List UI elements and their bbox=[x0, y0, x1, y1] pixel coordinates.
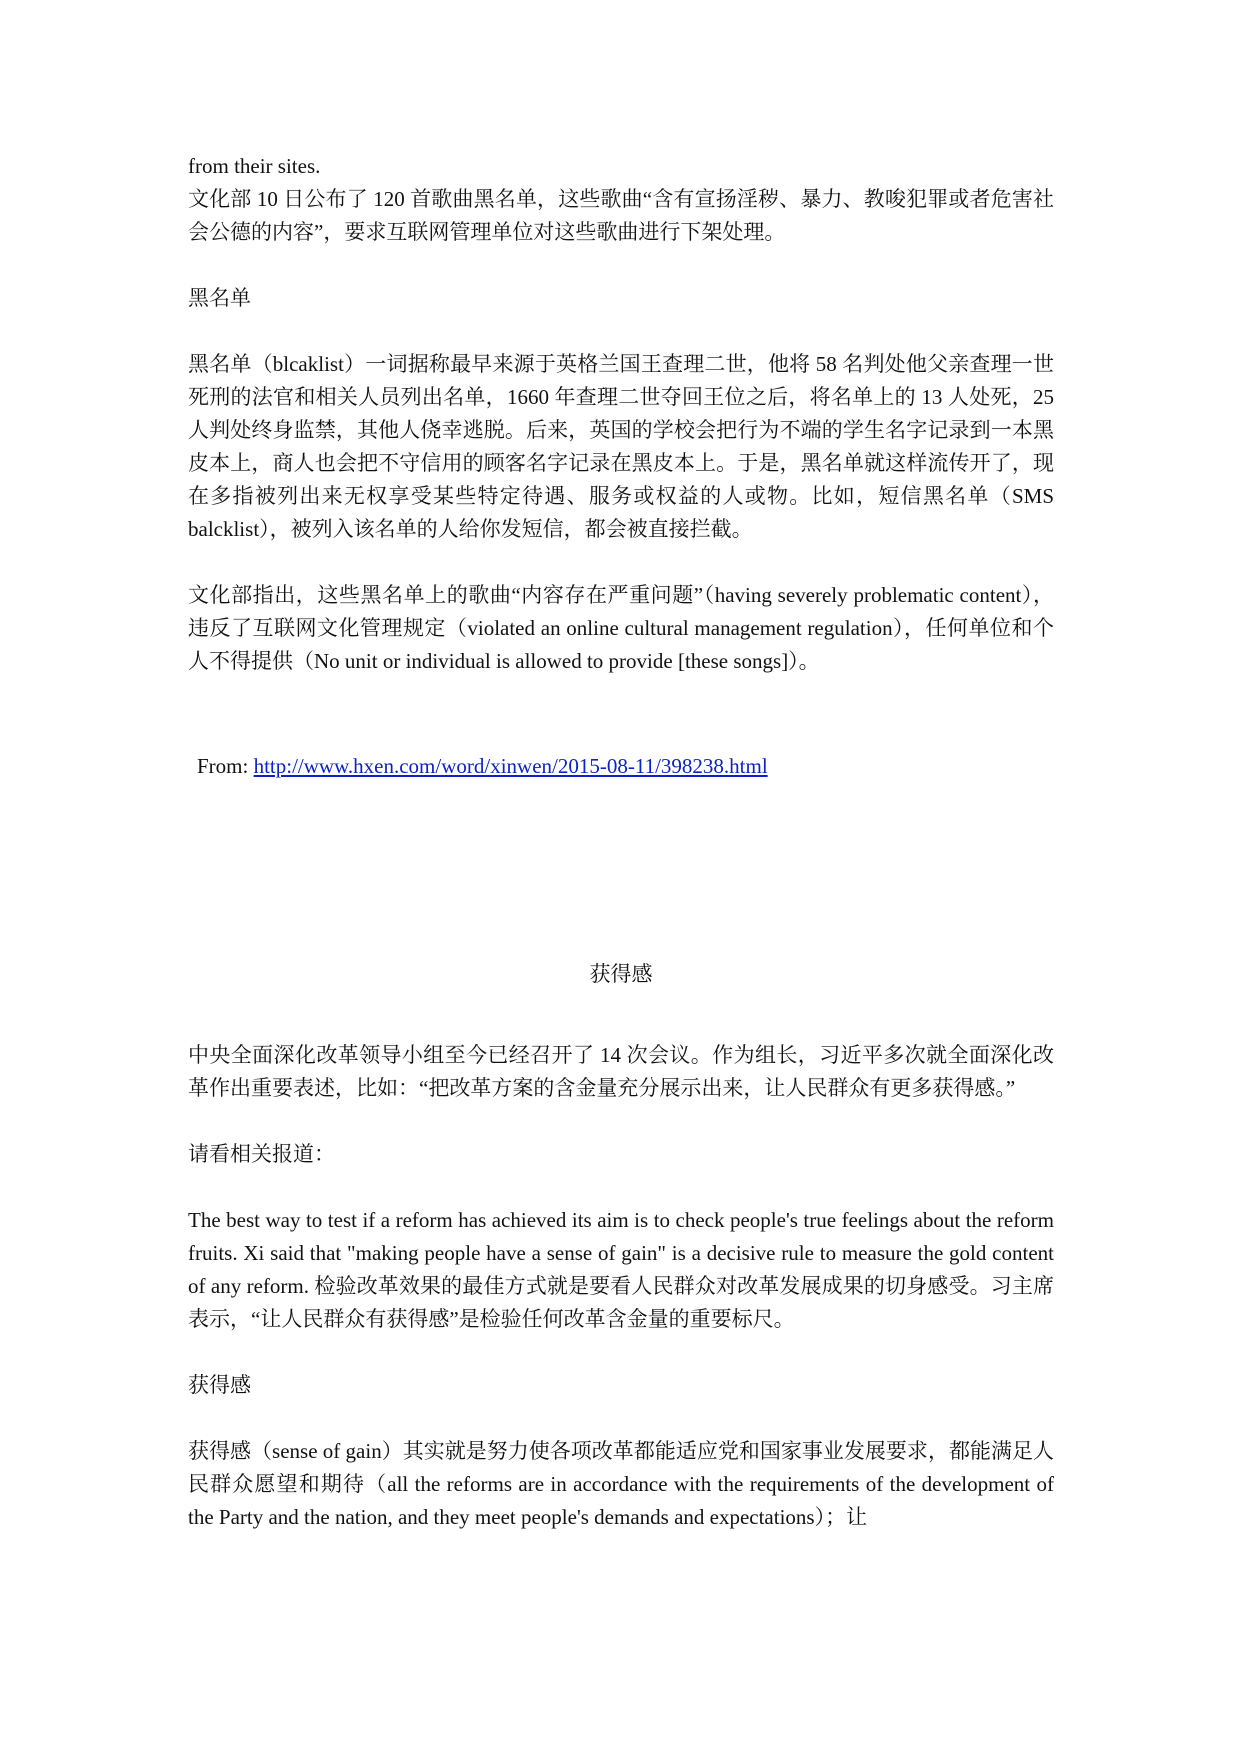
source-line bbox=[188, 750, 1054, 783]
document-body bbox=[188, 150, 1054, 1534]
paragraph-ministry-statement: 文化部指出，这些黑名单上的歌曲“内容存在严重问题”（having severely problematic content），违反了互联网文化管理规定（violated an online cultural management regulation），任何单位和个人不得提供（No unit or individual is allowed to provide [these songs]）。 bbox=[188, 583, 1054, 673]
source-prefix: From: bbox=[197, 754, 254, 778]
paragraph-report: The best way to test if a reform has achieved its aim is to check people's true feelings about the reform fruits. Xi said that "making people have a sense of gain" is a decisive rule to measure the gold content of any reform. 检验改革效果的最佳方式就是要看人民群众对改革发展成果的切身感受。习主席表示，“让人民群众有获得感”是检验任何改革含金量的重要标尺。 bbox=[188, 1208, 1054, 1331]
source-link[interactable]: http://www.hxen.com/word/xinwen/2015-08-11/398238.html bbox=[253, 754, 768, 778]
heading-gain: 获得感 bbox=[188, 1373, 251, 1397]
paragraph-announcement: 文化部 10 日公布了 120 首歌曲黑名单，这些歌曲“含有宣扬淫秽、暴力、教唆犯罪或者危害社会公德的内容”，要求互联网管理单位对这些歌曲进行下架处理。 bbox=[188, 187, 1054, 244]
paragraph-see-report: 请看相关报道： bbox=[188, 1142, 335, 1166]
heading-blacklist: 黑名单 bbox=[188, 286, 251, 310]
fragment-line: from their sites. bbox=[188, 154, 321, 178]
paragraph-blacklist-definition: 黑名单（blcaklist）一词据称最早来源于英格兰国王查理二世，他将 58 名判处他父亲查理一世死刑的法官和相关人员列出名单，1660 年查理二世夺回王位之后，将名单上的 13 人处死，25 人判处终身监禁，其他人侥幸逃脱。后来，英国的学校会把行为不端的学生名字记录到一本黑皮本上，商人也会把不守信用的顾客名字记录在黑皮本上。于是，黑名单就这样流传开了，现在多指被列出来无权享受某些特定待遇、服务或权益的人或物。比如，短信黑名单（SMS balcklist），被列入该名单的人给你发短信，都会被直接拦截。 bbox=[188, 352, 1054, 541]
paragraph-reform-intro: 中央全面深化改革领导小组至今已经召开了 14 次会议。作为组长，习近平多次就全面深化改革作出重要表述，比如：“把改革方案的含金量充分展示出来，让人民群众有更多获得感。” bbox=[188, 1043, 1054, 1100]
paragraph-gain-definition: 获得感（sense of gain）其实就是努力使各项改革都能适应党和国家事业发展要求，都能满足人民群众愿望和期待（all the reforms are in accordance with the requirements of the development of the Party and the nation, and they meet people's demands and expectations）；让 bbox=[188, 1439, 1054, 1529]
section-title: 获得感 bbox=[589, 962, 653, 986]
